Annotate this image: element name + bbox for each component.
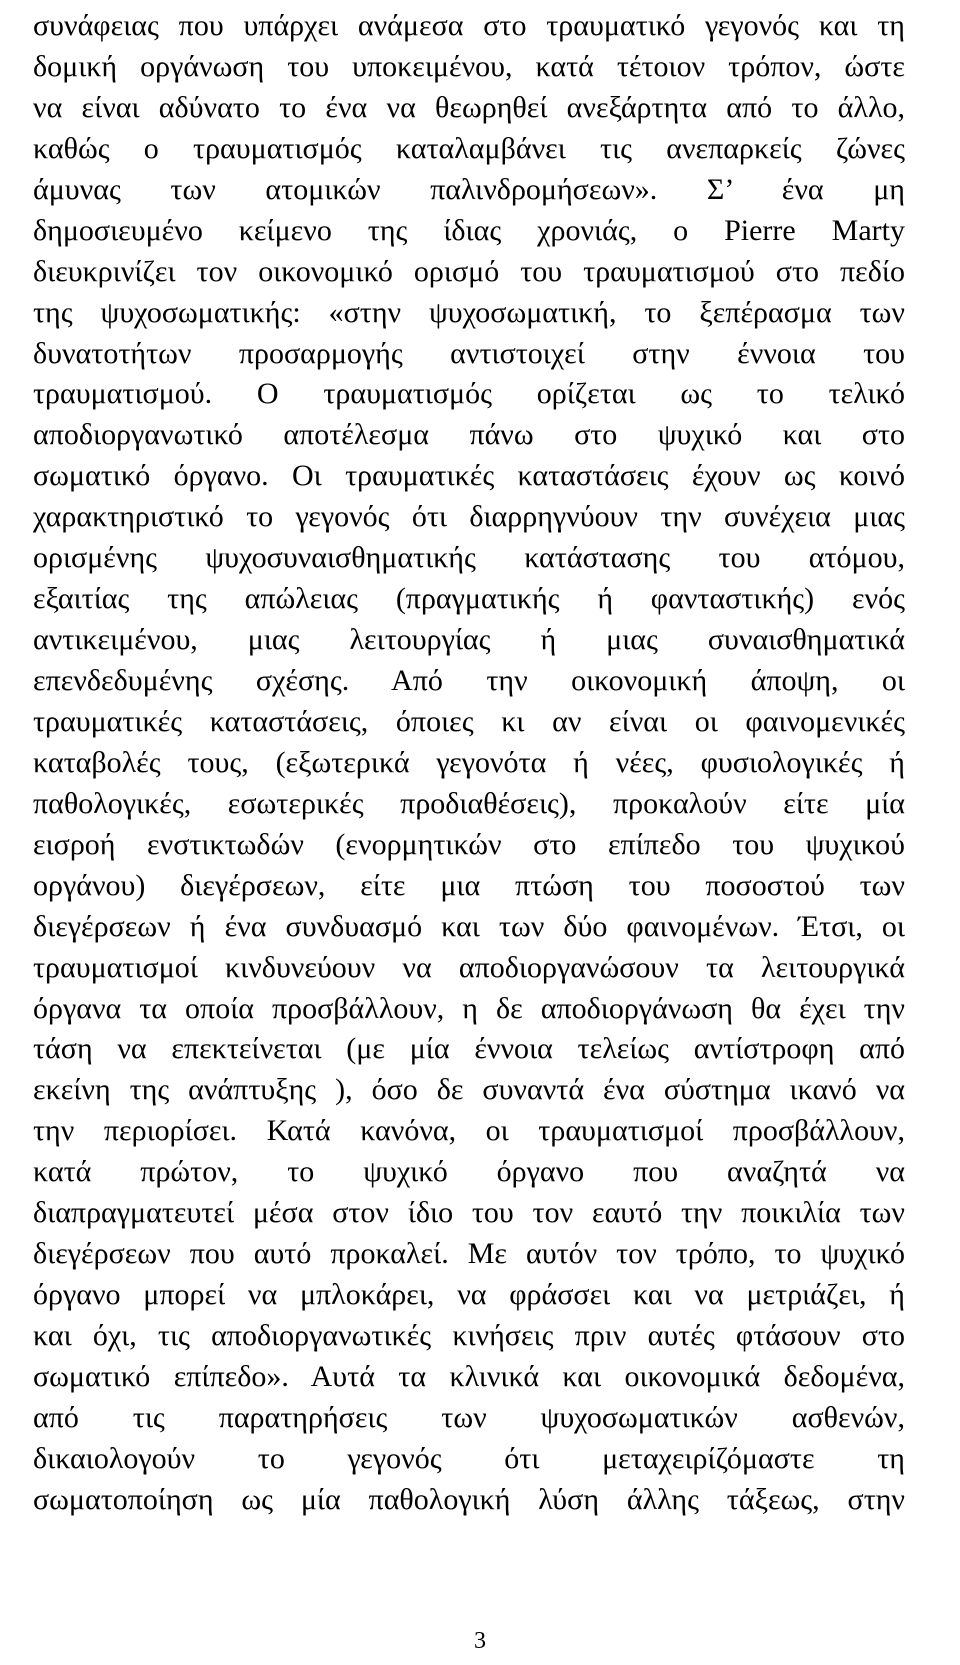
text-line: αντικειμένου, μιας λειτουργίας ή μιας συναισθηματικά <box>33 623 905 657</box>
text-line: καθώς ο τραυματισμός καταλαμβάνει τις ανεπαρκείς ζώνες <box>33 131 905 165</box>
body-text <box>33 6 905 1521</box>
text-line: δικαιολογούν το γεγονός ότι μεταχειρίζόμαστε τη <box>33 1441 905 1475</box>
text-line: δυνατοτήτων προσαρμογής αντιστοιχεί στην έννοια του <box>33 336 905 370</box>
text-line: χαρακτηριστικό το γεγονός ότι διαρρηγνύουν την συνέχεια μιας <box>33 500 905 534</box>
text-line: οργάνου) διεγέρσεων, είτε μια πτώση του ποσοστού των <box>33 868 905 902</box>
text-line: της ψυχοσωματικής: «στην ψυχοσωματική, το ξεπέρασμα των <box>33 295 905 329</box>
text-line: καταβολές τους, (εξωτερικά γεγονότα ή νέες, φυσιολογικές ή <box>33 745 905 779</box>
text-line: συνάφειας που υπάρχει ανάμεσα στο τραυματικό γεγονός και τη <box>33 9 905 42</box>
text-line: διεγέρσεων ή ένα συνδυασμό και των δύο φαινομένων. Έτσι, οι <box>33 909 905 943</box>
text-line: διευκρινίζει τον οικονομικό ορισμό του τραυματισμού στο πεδίο <box>33 254 905 288</box>
text-line: επενδεδυμένης σχέσης. Από την οικονομική άποψη, οι <box>33 664 905 697</box>
text-line: τραυματισμοί κινδυνεύουν να αποδιοργανώσουν τα λειτουργικά <box>33 950 905 984</box>
text-line: να είναι αδύνατο το ένα να θεωρηθεί ανεξάρτητα από το άλλο, <box>33 90 905 124</box>
text-line: εισροή ενστικτωδών (ενορμητικών στο επίπεδο του ψυχικού <box>33 827 905 861</box>
text-line: όργανα τα οποία προσβάλλουν, η δε αποδιοργάνωση θα έχει την <box>33 991 905 1025</box>
text-line: εκείνη της ανάπτυξης ), όσο δε συναντά ένα σύστημα ικανό να <box>33 1073 905 1107</box>
text-line: σωματικό όργανο. Οι τραυματικές καταστάσεις έχουν ως κοινό <box>33 459 905 493</box>
text-line: ορισμένης ψυχοσυναισθηματικής κατάστασης του ατόμου, <box>33 541 905 575</box>
text-line: εξαιτίας της απώλειας (πραγματικής ή φανταστικής) ενός <box>33 582 905 616</box>
text-line: κατά πρώτον, το ψυχικό όργανο που αναζητά να <box>33 1155 905 1189</box>
text-line: και όχι, τις αποδιοργανωτικές κινήσεις πριν αυτές φτάσουν στο <box>33 1319 905 1352</box>
text-line: σωματικό επίπεδο». Αυτά τα κλινικά και οικονομικά δεδομένα, <box>33 1359 905 1393</box>
text-line: διεγέρσεων που αυτό προκαλεί. Με αυτόν τον τρόπο, το ψυχικό <box>33 1237 905 1271</box>
text-line: διαπραγματευτεί μέσα στον ίδιο του τον εαυτό την ποικιλία των <box>33 1196 905 1230</box>
text-line: παθολογικές, εσωτερικές προδιαθέσεις), προκαλούν είτε μία <box>33 786 905 820</box>
text-line: τάση να επεκτείνεται (με μία έννοια τελείως αντίστροφη από <box>33 1032 905 1066</box>
text-line: δημοσιευμένο κείμενο της ίδιας χρονιάς, ο Pierre Marty <box>33 213 905 247</box>
text-line: σωματοποίηση ως μία παθολογική λύση άλλης τάξεως, στην <box>33 1482 905 1516</box>
text-line: αποδιοργανωτικό αποτέλεσμα πάνω στο ψυχικό και στο <box>33 418 905 452</box>
page-number: 3 <box>474 1628 486 1654</box>
text-line: άμυνας των ατομικών παλινδρομήσεων». Σ’ ένα μη <box>33 172 905 206</box>
text-line: όργανο μπορεί να μπλοκάρει, να φράσσει και να μετριάζει, ή <box>33 1278 905 1312</box>
text-line: από τις παρατηρήσεις των ψυχοσωματικών ασθενών, <box>33 1400 905 1434</box>
text-line: δομική οργάνωση του υποκειμένου, κατά τέτοιον τρόπον, ώστε <box>33 49 905 83</box>
text-line: την περιορίσει. Κατά κανόνα, οι τραυματισμοί προσβάλλουν, <box>33 1114 905 1148</box>
text-line: τραυματικές καταστάσεις, όποιες κι αν είναι οι φαινομενικές <box>33 704 905 738</box>
text-line: τραυματισμού. Ο τραυματισμός ορίζεται ως το τελικό <box>33 377 905 411</box>
